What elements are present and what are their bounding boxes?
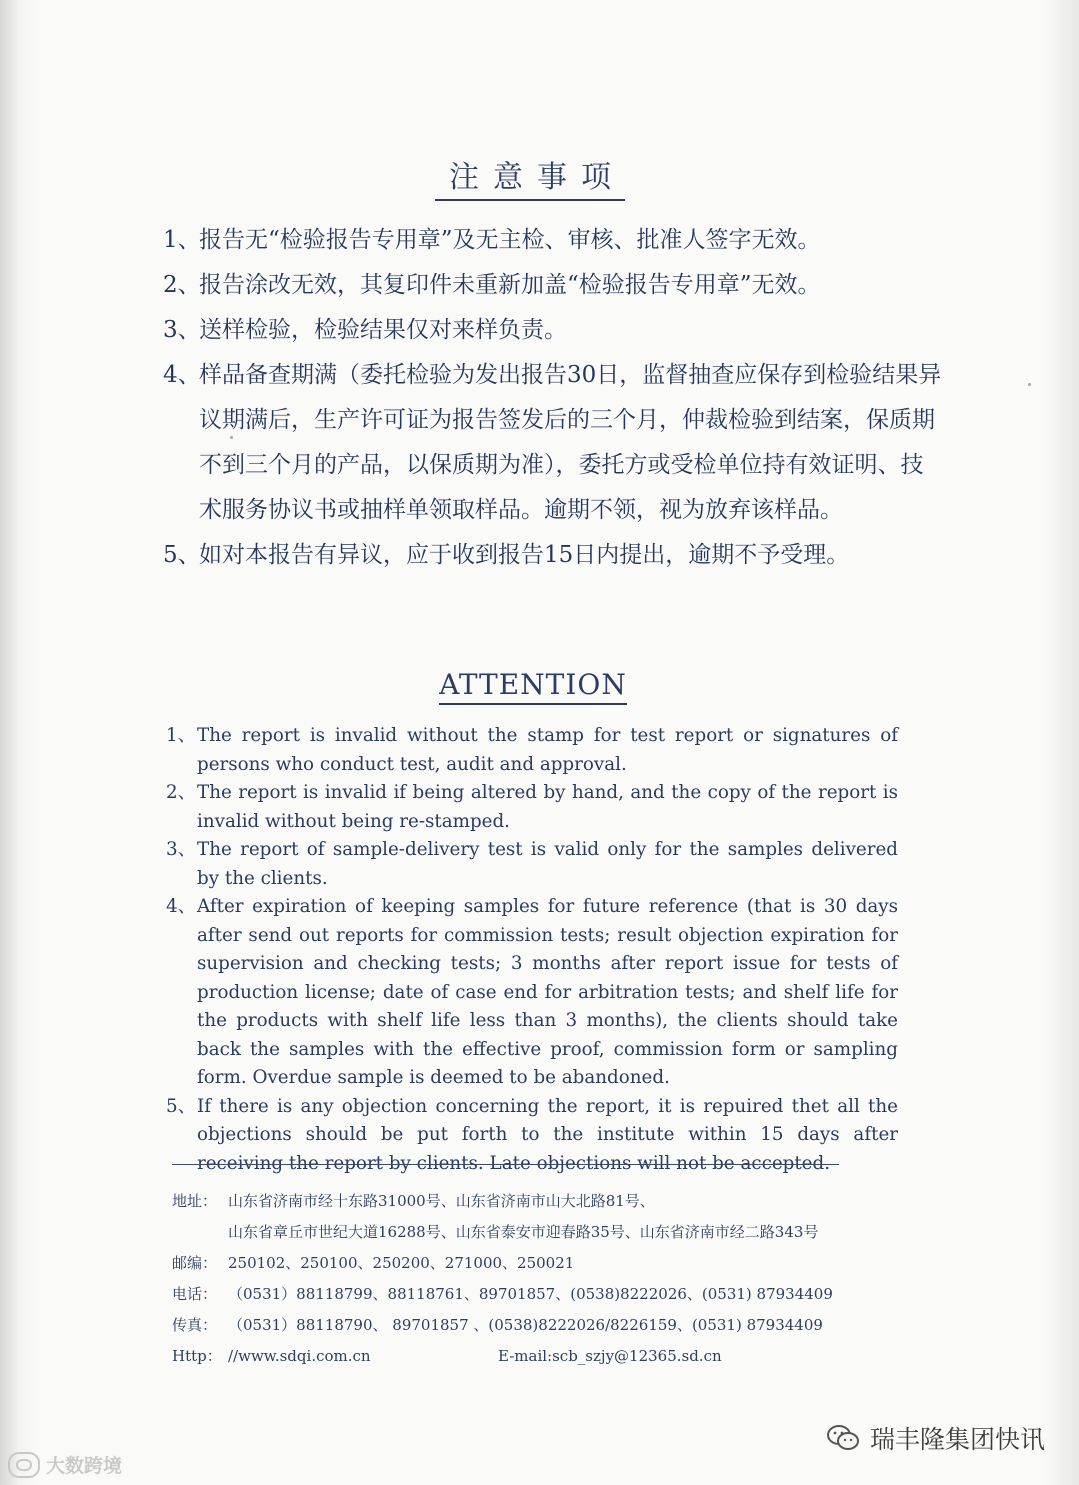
en-title: ATTENTION [0,668,1066,701]
en-notice-item-3: 3、 The report of sample-delivery test is valid only for the samples delivered by the clients. [166,839,898,889]
page-binding-edge [0,0,18,1485]
phone-value: （0531）88118799、88118761、89701857、(0538)8222026、(0531) 87934409 [228,1285,833,1303]
wechat-icon [826,1423,860,1453]
footer-divider [172,1164,839,1165]
email-link[interactable]: E-mail:scb_szjy@12365.sd.cn [498,1347,722,1365]
en-notice-item-2: 2、 The report is invalid if being altered by hand, and the copy of the report is invalid without being re-stamped. [166,782,898,832]
cn-notice-list [163,218,943,578]
cn-notice-item-2: 2、 报告涂改无效，其复印件未重新加盖“检验报告专用章”无效。 [163,272,821,298]
watermark-left: 大数跨境 [8,1451,122,1478]
en-notice-list [166,722,898,1178]
website-link[interactable]: //www.sdqi.com.cn [228,1347,371,1365]
en-notice-item-1: 1、 The report is invalid without the stamp for test report or signatures of persons who conduct test, audit and approval. [166,725,898,775]
cn-notice-item-3: 3、 送样检验，检验结果仅对来样负责。 [163,317,567,343]
fax-value: （0531）88118790、 89701857 、(0538)8222026/8226159、(0531) 87934409 [228,1316,823,1334]
watermark-right: 瑞丰隆集团快讯 [826,1420,1045,1456]
postcode-value: 250102、250100、250200、271000、250021 [228,1254,575,1272]
cn-notice-item-1: 1、 报告无“检验报告专用章”及无主检、审核、批准人签字无效。 [163,227,821,253]
cn-title: 注意事项 [0,152,1060,196]
en-notice-item-4: 4、 After expiration of keeping samples for future reference (that is 30 days after send out reports for commission tests; result objection expiration for supervision and checking tests; 3 months after report issue for tests of production license; date of case end for arbitration tests; and shelf life for the products with shelf life less than 3 months), the clients should take back the samples with the effective proof, commission form or sampling form. Overdue sample is deemed to be abandoned. [166,896,898,1088]
cn-notice-item-4: 4、 样品备查期满（委托检验为发出报告30日，监督抽查应保存到检验结果异议期满后，生产许可证为报告签发后的三个月，仲裁检验到结案，保质期不到三个月的产品，以保质期为准），委托方或受检单位持有效证明、技术服务协议书或抽样单领取样品。逾期不领，视为放弃该样品。 [163,362,942,523]
en-notice-item-5: 5、 If there is any objection concerning the report, it is repuired thet all the objections should be put forth to the institute within 15 days after receiving the report by clients. Late objections will not be accepted. [166,1095,898,1174]
cn-notice-item-5: 5、 如对本报告有异议，应于收到报告15日内提出，逾期不予受理。 [163,542,850,568]
fax-row: 传真： （0531）88118790、 89701857 、(0538)8222026/8226159、(0531) 87934409 [172,1310,932,1341]
scan-speck [230,436,233,439]
brand-logo-icon [8,1452,40,1478]
scan-speck [1028,383,1031,386]
phone-row: 电话： （0531）88118799、88118761、89701857、(0538)8222026、(0531) 87934409 [172,1279,932,1310]
address-row: 地址： 山东省济南市经十东路31000号、山东省济南市山大北路81号、 [172,1186,932,1217]
address-row-2 [172,1217,932,1248]
address-line-2: 山东省章丘市世纪大道16288号、山东省泰安市迎春路35号、山东省济南市经二路343号 [228,1223,819,1241]
address-line-1: 山东省济南市经十东路31000号、山东省济南市山大北路81号、 [228,1192,655,1210]
web-row: Http： //www.sdqi.com.cn E-mail:scb_szjy@12365.sd.cn [172,1341,932,1372]
contact-block [172,1186,932,1372]
postcode-row: 邮编： 250102、250100、250200、271000、250021 [172,1248,932,1279]
